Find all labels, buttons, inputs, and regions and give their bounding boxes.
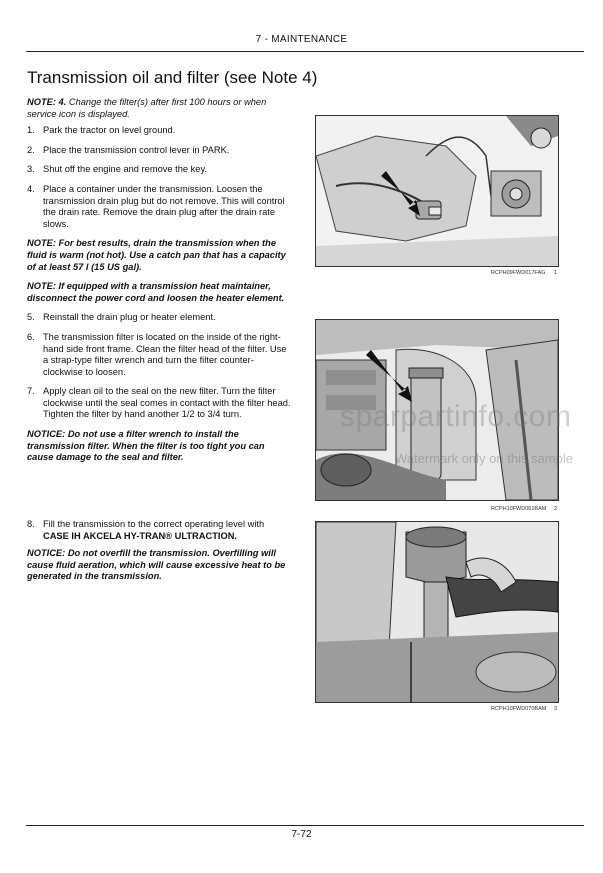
watermark-text: sparpartinfo.com [340, 400, 572, 433]
step-7: 7. Apply clean oil to the seal on the new filter. Turn the filter clockwise until the seal comes in contact with the filter head. Tighten the filter by hand another 1/2 to 3/4 turn. [27, 386, 291, 420]
running-header: 7 - MAINTENANCE [255, 34, 348, 45]
page-title: Transmission oil and filter (see Note 4) [27, 68, 318, 87]
figure-3-oil-fill [315, 521, 559, 703]
instructions-block-2 [27, 519, 292, 583]
step-5: 5. Reinstall the drain plug or heater element. [27, 312, 216, 323]
step-4: 4. Place a container under the transmission. Loosen the transmission drain plug but do not remove. This will control the drain rate. Remove the drain plug after the drain rate slows. [27, 183, 285, 229]
figure-1-drain-plug [315, 115, 559, 267]
instructions-block-1 [27, 97, 292, 464]
note-best-results: NOTE: For best results, drain the transmission when the fluid is warm (not hot). Use a catch pan that has a capacity of at least 57 l (15 US gal). [27, 238, 286, 272]
step-1: 1. Park the tractor on level ground. [27, 125, 176, 136]
step-3: 3. Shut off the engine and remove the key. [27, 164, 208, 175]
note-4: NOTE: 4. Change the filter(s) after first 100 hours or when service icon is displayed. [27, 97, 267, 119]
notice-overfill: NOTICE: Do not overfill the transmission. Overfilling will cause fluid aeration, which will cause excessive heat to be generated in the transmission. [27, 548, 286, 582]
page-number: 7-72 [291, 829, 312, 840]
figure-2-caption: RCPH10FWD061BAM 2 [491, 506, 557, 512]
note-heat-maintainer: NOTE: If equipped with a transmission heat maintainer, disconnect the power cord and loosen the heater element. [27, 281, 285, 303]
step-8: 8. Fill the transmission to the correct operating level with CASE IH AKCELA HY-TRAN® ULTRACTION. [27, 519, 265, 541]
figure-3-caption: RCPH10FWD070BAM 3 [491, 706, 557, 712]
oil-fill-illustration [316, 522, 558, 702]
watermark-subtext: Watermark only on this sample [395, 451, 573, 466]
figure-1-caption: RCPH09FWD017FAG 1 [491, 270, 557, 276]
footer-rule [26, 825, 584, 826]
step-2: 2. Place the transmission control lever in PARK. [27, 144, 230, 155]
header-rule [26, 51, 584, 52]
drain-plug-illustration [316, 116, 558, 266]
notice-filter-wrench: NOTICE: Do not use a filter wrench to install the transmission filter. When the filter is too tight you can cause damage to the seal and filter. [27, 429, 265, 463]
step-6: 6. The transmission filter is located on the inside of the right-hand side front frame. Clean the filter head of the filter. Use a strap-type filter wrench and turn the filter counter-clockwise to loosen. [27, 331, 287, 377]
